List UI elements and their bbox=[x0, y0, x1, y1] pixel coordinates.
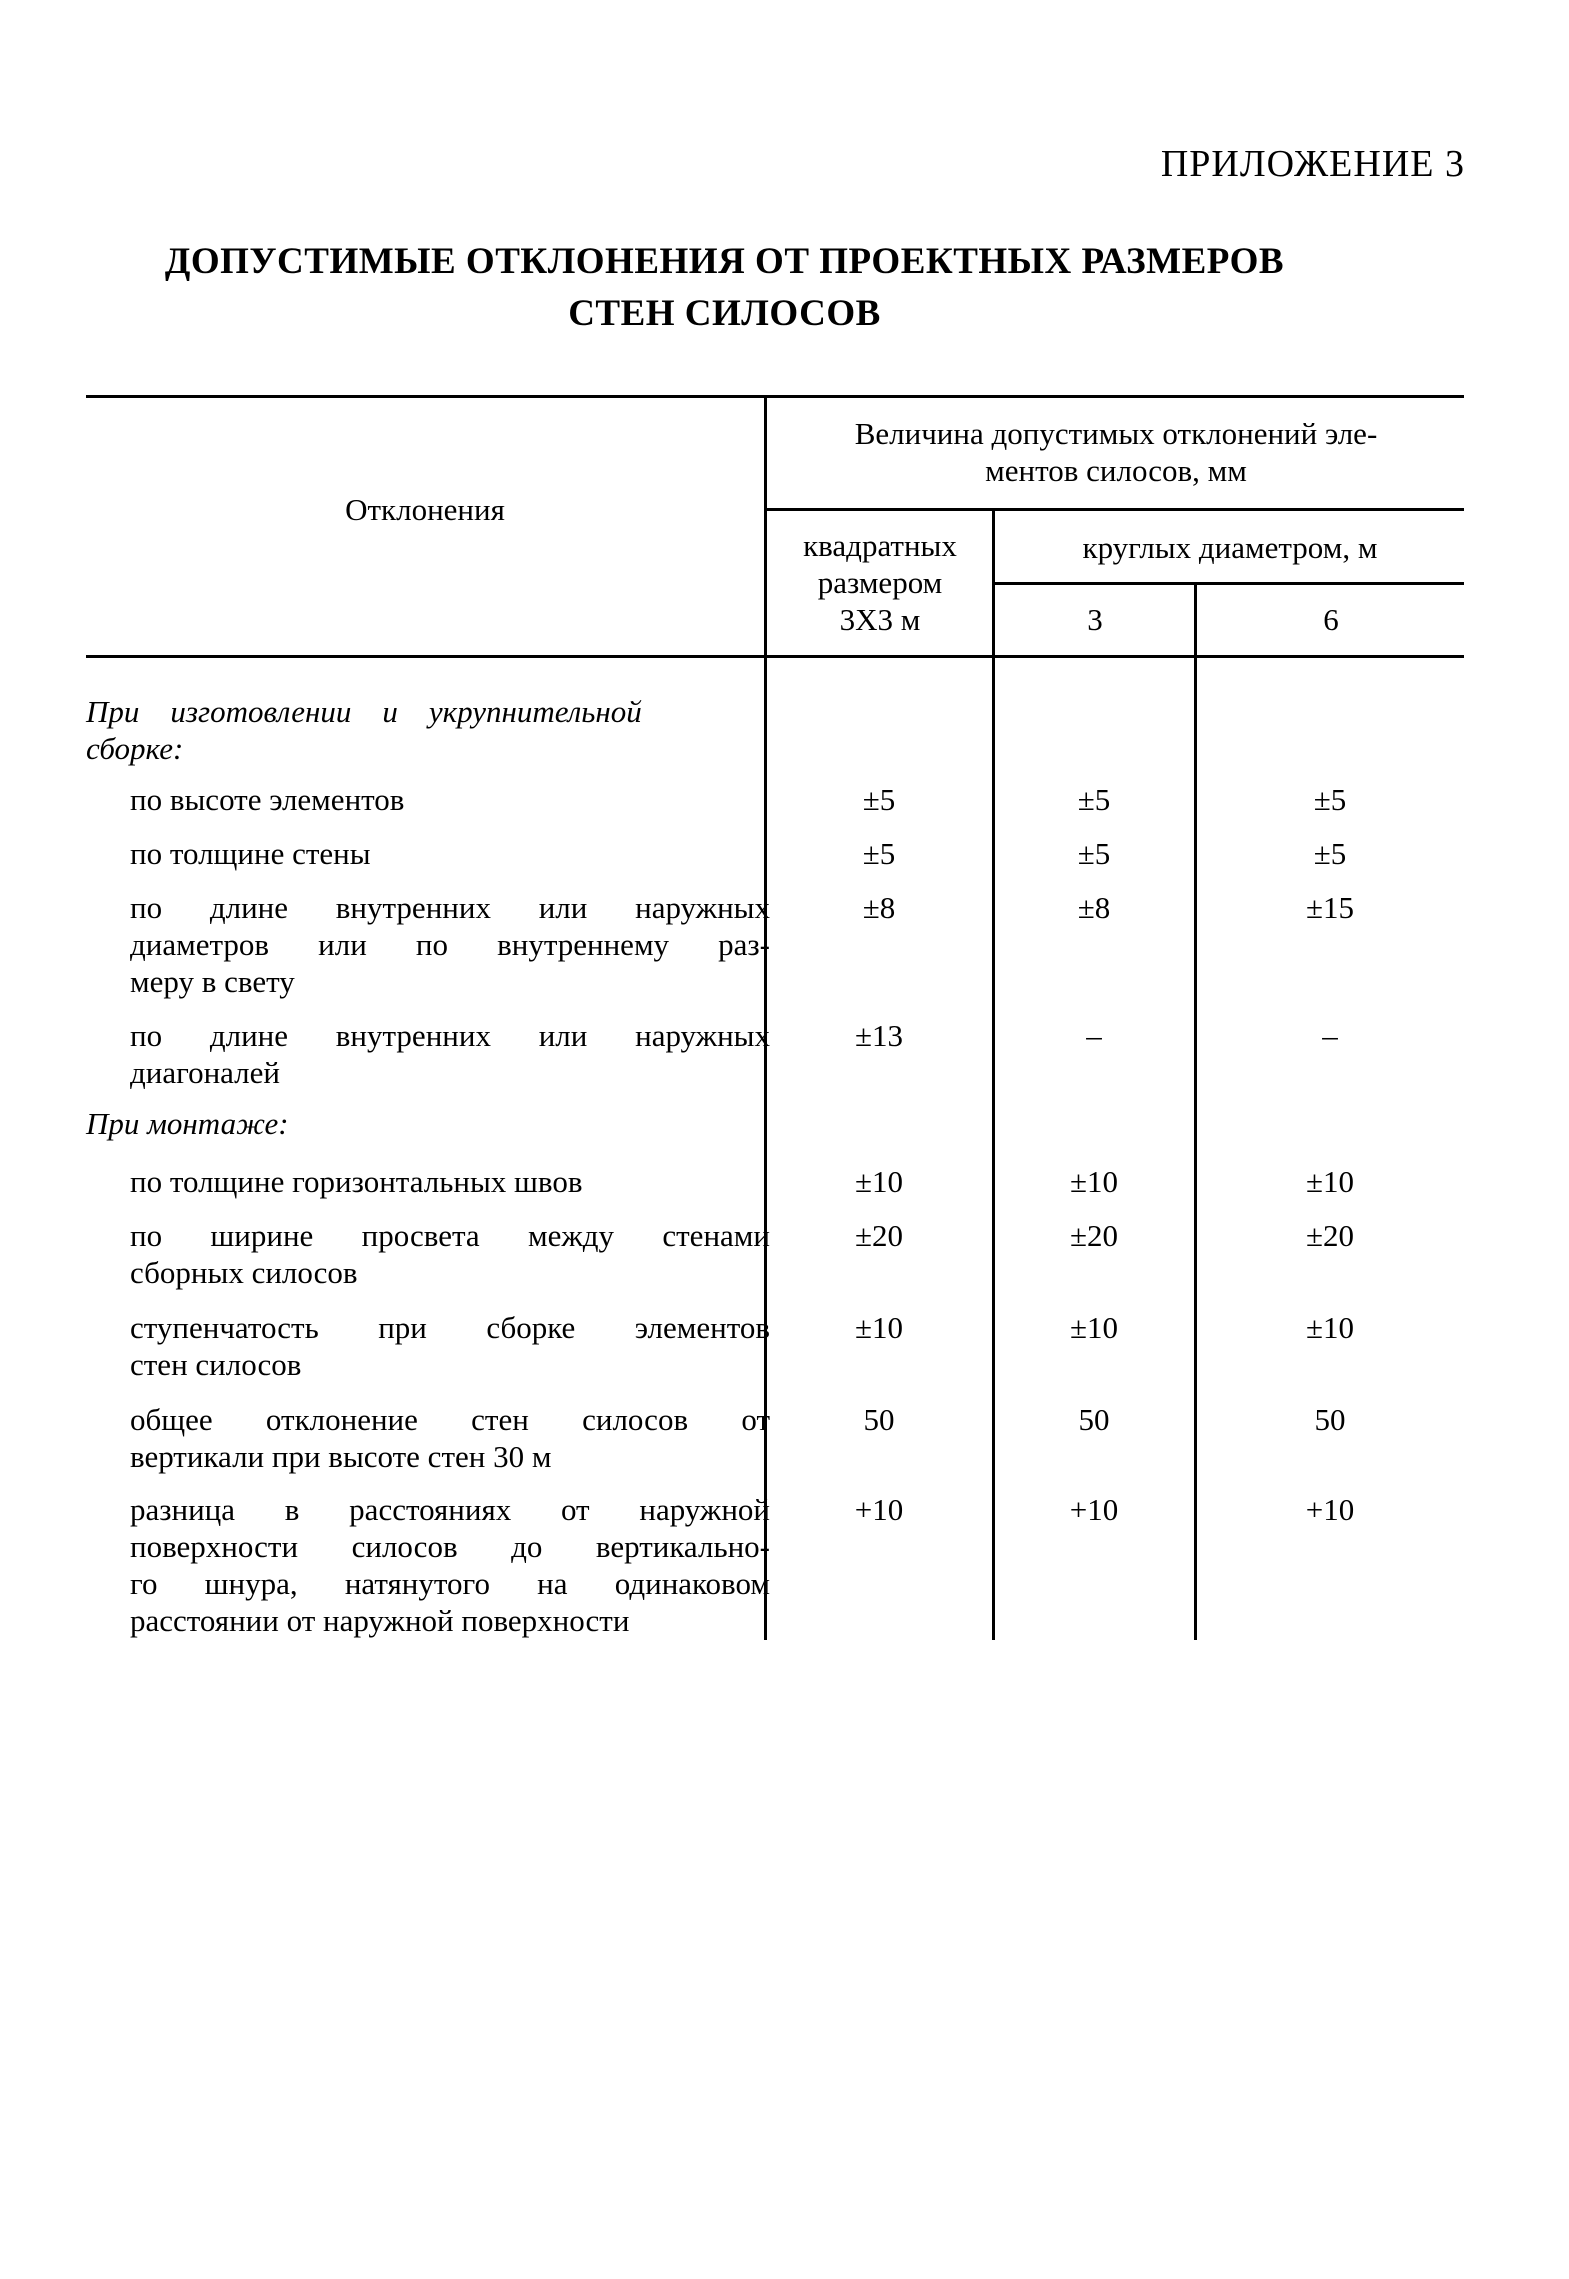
value-d3: ±5 bbox=[1077, 782, 1111, 817]
row-label-line: по высоте элементов bbox=[130, 782, 405, 817]
value-d6: – bbox=[1322, 1018, 1338, 1053]
row-label-line: сборных силосов bbox=[130, 1255, 358, 1290]
value-square: ±5 bbox=[862, 836, 896, 871]
value-square: ±10 bbox=[854, 1310, 903, 1345]
row-label-line: по длине внутренних или наружных bbox=[130, 1018, 770, 1053]
header-square-line-1: квадратных bbox=[803, 528, 957, 563]
row-label bbox=[130, 1163, 770, 1200]
deviations-table bbox=[86, 395, 1464, 1655]
row-label-line: по длине внутренних или наружных bbox=[130, 890, 770, 925]
header-square bbox=[768, 527, 992, 638]
row-label-line: по толщине горизонтальных швов bbox=[130, 1164, 583, 1199]
column-divider-3 bbox=[1194, 582, 1197, 1640]
value-d6: ±15 bbox=[1305, 890, 1354, 925]
section-title-line-1: При изготовлении и укрупнительной bbox=[86, 694, 642, 729]
row-label-line: по ширине просвета между стенами bbox=[130, 1218, 770, 1253]
row-label-line: стен силосов bbox=[130, 1347, 302, 1382]
row-label-line: общее отклонение стен силосов от bbox=[130, 1402, 770, 1437]
header-bottom-rule bbox=[86, 655, 1464, 658]
value-square: +10 bbox=[854, 1492, 904, 1527]
magnitude-header-rule bbox=[766, 508, 1464, 511]
header-square-line-2: размером bbox=[817, 565, 943, 600]
value-d6: ±20 bbox=[1305, 1218, 1354, 1253]
row-label-line: расстоянии от наружной поверхности bbox=[130, 1603, 630, 1638]
row-label bbox=[130, 835, 770, 872]
value-d3: +10 bbox=[1069, 1492, 1119, 1527]
value-d3: ±10 bbox=[1069, 1310, 1118, 1345]
value-d3: 50 bbox=[1078, 1402, 1110, 1437]
table-top-rule bbox=[86, 395, 1464, 398]
value-d6: ±10 bbox=[1305, 1164, 1354, 1199]
row-label-line: ступенчатость при сборке элементов bbox=[130, 1310, 770, 1345]
value-d6: ±5 bbox=[1313, 782, 1347, 817]
row-label-line: вертикали при высоте стен 30 м bbox=[130, 1439, 552, 1474]
section-title-line-2: сборке: bbox=[86, 731, 184, 766]
section-title-installation bbox=[86, 1105, 738, 1142]
row-label bbox=[130, 1309, 770, 1383]
row-label bbox=[130, 1217, 770, 1291]
header-round: круглых диаметром, м bbox=[1082, 530, 1378, 565]
row-label bbox=[130, 1491, 770, 1639]
section-title-manufacturing bbox=[86, 693, 738, 767]
title-line-1: ДОПУСТИМЫЕ ОТКЛОНЕНИЯ ОТ ПРОЕКТНЫХ РАЗМЕРОВ bbox=[164, 241, 1285, 282]
value-d3: ±10 bbox=[1069, 1164, 1118, 1199]
value-square: ±13 bbox=[854, 1018, 903, 1053]
value-d3: ±8 bbox=[1077, 890, 1111, 925]
row-label-line: диаметров или по внутреннему раз- bbox=[130, 927, 770, 962]
row-label bbox=[130, 1017, 770, 1091]
row-label bbox=[130, 889, 770, 1000]
value-d3: – bbox=[1086, 1018, 1102, 1053]
value-d6: +10 bbox=[1305, 1492, 1355, 1527]
value-d3: ±20 bbox=[1069, 1218, 1118, 1253]
appendix-label: ПРИЛОЖЕНИЕ 3 bbox=[1160, 143, 1465, 185]
header-diameter-6: 6 bbox=[1323, 602, 1339, 637]
value-d6: ±5 bbox=[1313, 836, 1347, 871]
row-label-line: го шнура, натянутого на одинаковом bbox=[130, 1566, 770, 1601]
value-square: 50 bbox=[863, 1402, 895, 1437]
value-square: ±5 bbox=[862, 782, 896, 817]
header-magnitude bbox=[768, 415, 1464, 489]
value-d6: 50 bbox=[1314, 1402, 1346, 1437]
header-deviations: Отклонения bbox=[345, 492, 505, 527]
row-label-line: меру в свету bbox=[130, 964, 295, 999]
value-d6: ±10 bbox=[1305, 1310, 1354, 1345]
value-square: ±20 bbox=[854, 1218, 903, 1253]
value-d3: ±5 bbox=[1077, 836, 1111, 871]
value-square: ±8 bbox=[862, 890, 896, 925]
page-title bbox=[0, 236, 1569, 340]
title-line-2: СТЕН СИЛОСОВ bbox=[568, 293, 881, 334]
column-divider-2 bbox=[992, 508, 995, 1640]
row-label-line: по толщине стены bbox=[130, 836, 371, 871]
row-label-line: разница в расстояниях от наружной bbox=[130, 1492, 770, 1527]
row-label bbox=[130, 1401, 770, 1475]
round-header-rule bbox=[994, 582, 1464, 585]
row-label bbox=[130, 781, 770, 818]
value-square: ±10 bbox=[854, 1164, 903, 1199]
section-title-line-1: При монтаже: bbox=[86, 1106, 289, 1141]
row-label-line: поверхности силосов до вертикально- bbox=[130, 1529, 770, 1564]
header-square-line-3: 3Х3 м bbox=[839, 602, 921, 637]
header-magnitude-line-2: ментов силосов, мм bbox=[985, 453, 1247, 488]
row-label-line: диагоналей bbox=[130, 1055, 281, 1090]
header-diameter-3: 3 bbox=[1087, 602, 1103, 637]
header-magnitude-line-1: Величина допустимых отклонений эле- bbox=[854, 416, 1378, 451]
